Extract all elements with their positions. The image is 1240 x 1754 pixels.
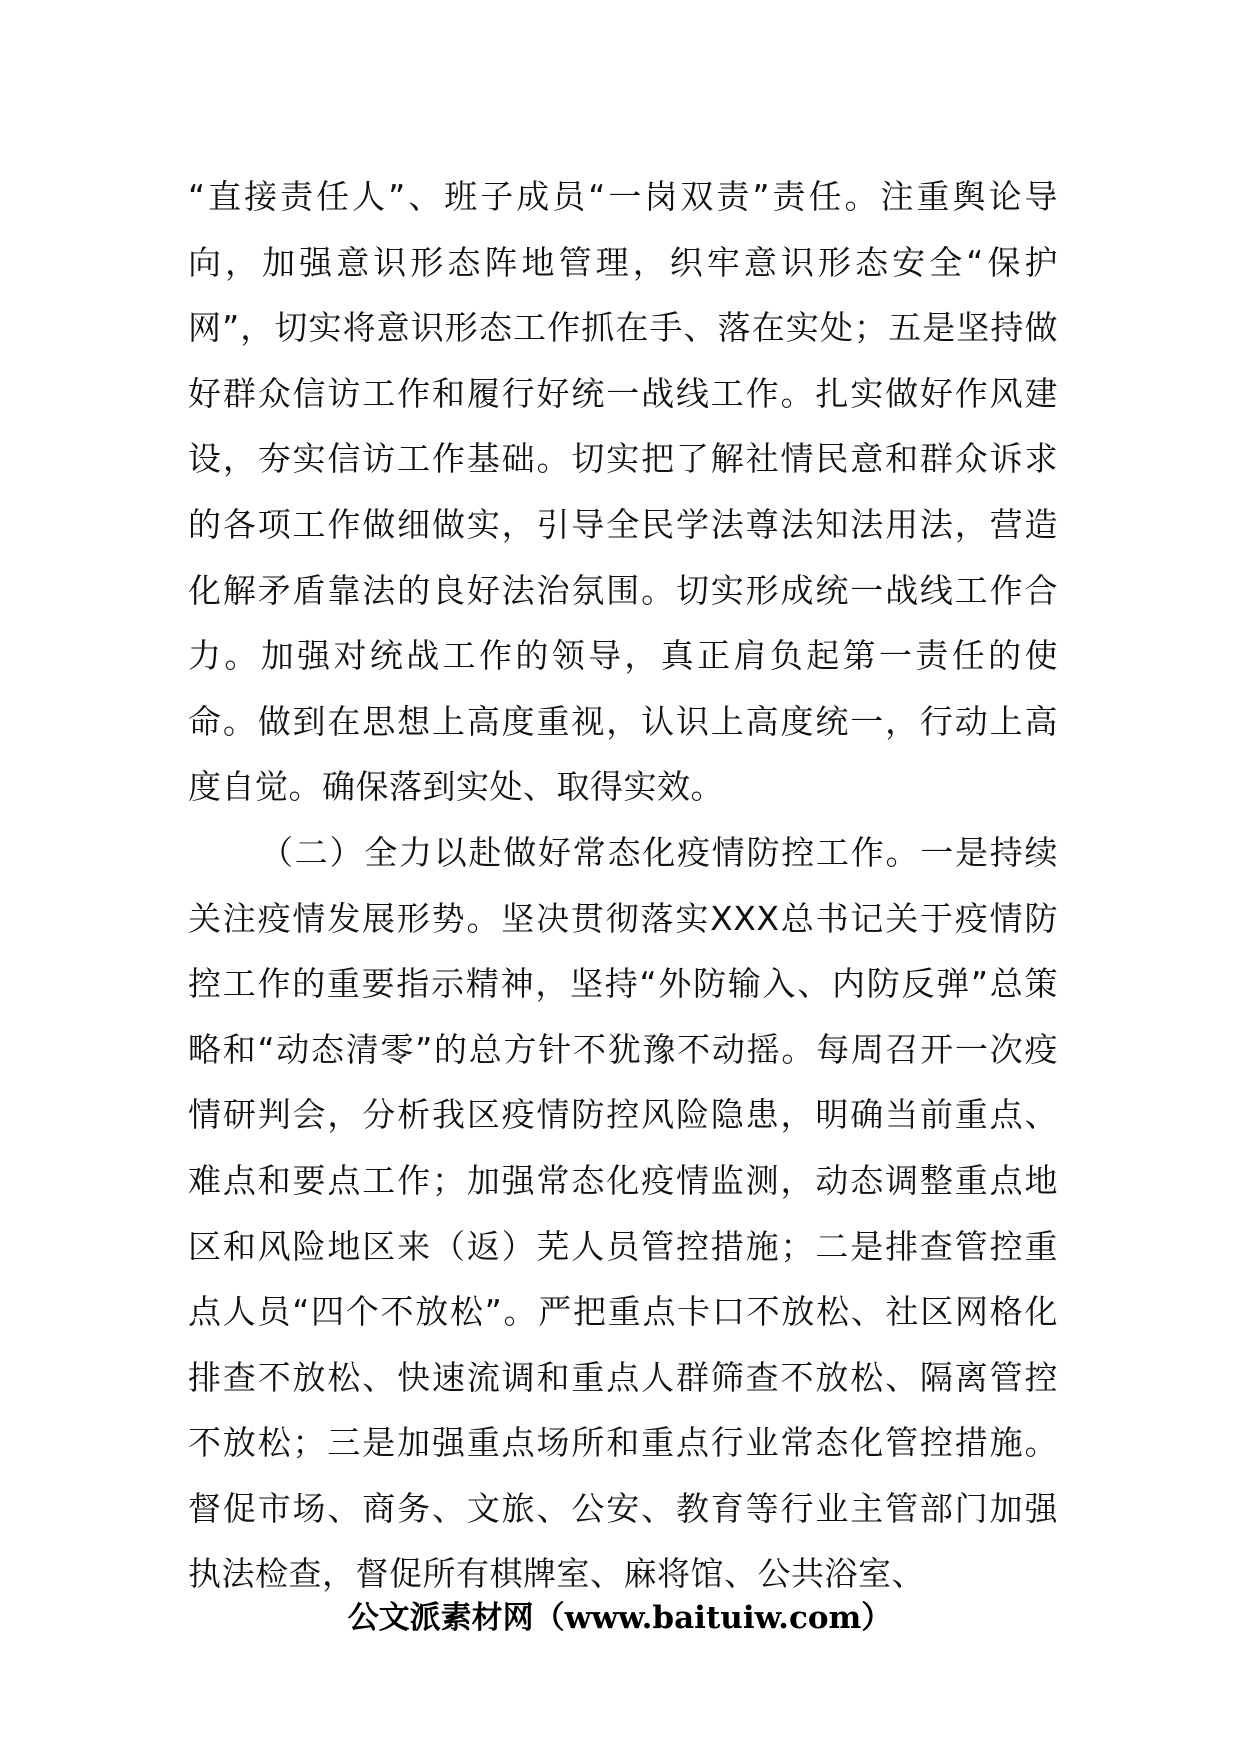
footer-watermark: 公文派素材网（www.baituiw.com） — [347, 1600, 893, 1636]
paragraph-1: “直接责任人”、班子成员“一岗双责”责任。注重舆论导向，加强意识形态阵地管理，织牢意识形态安全“保护网”，切实将意识形态工作抓在手、落在实处；五是坚持做好群众信访工作和履行好统一战线工作。扎实做好作风建设，夯实信访工作基础。切实把了解社情民意和群众诉求的各项工作做细做实，引导全民学法尊法知法用法，营造化解矛盾靠法的良好法治氛围。切实形成统一战线工作合力。加强对统战工作的领导，真正肩负起第一责任的使命。做到在思想上高度重视，认识上高度统一，行动上高度自觉。确保落到实处、取得实效。 — [188, 177, 1058, 807]
paragraph-2: （二）全力以赴做好常态化疫情防控工作。一是持续关注疫情发展形势。坚决贯彻落实XXX总书记关于疫情防控工作的重要指示精神，坚持“外防输入、内防反弹”总策略和“动态清零”的总方针不犹豫不动摇。每周召开一次疫情研判会，分析我区疫情防控风险隐患，明确当前重点、难点和要点工作；加强常态化疫情监测，动态调整重点地区和风险地区来（返）芜人员管控措施；二是排查管控重点人员“四个不放松”。严把重点卡口不放松、社区网格化排查不放松、快速流调和重点人群筛查不放松、隔离管控不放松；三是加强重点场所和重点行业常态化管控措施。督促市场、商务、文旅、公安、教育等行业主管部门加强执法检查，督促所有棋牌室、麻将馆、公共浴室、 — [188, 832, 1058, 1594]
document-body — [188, 164, 1058, 1607]
